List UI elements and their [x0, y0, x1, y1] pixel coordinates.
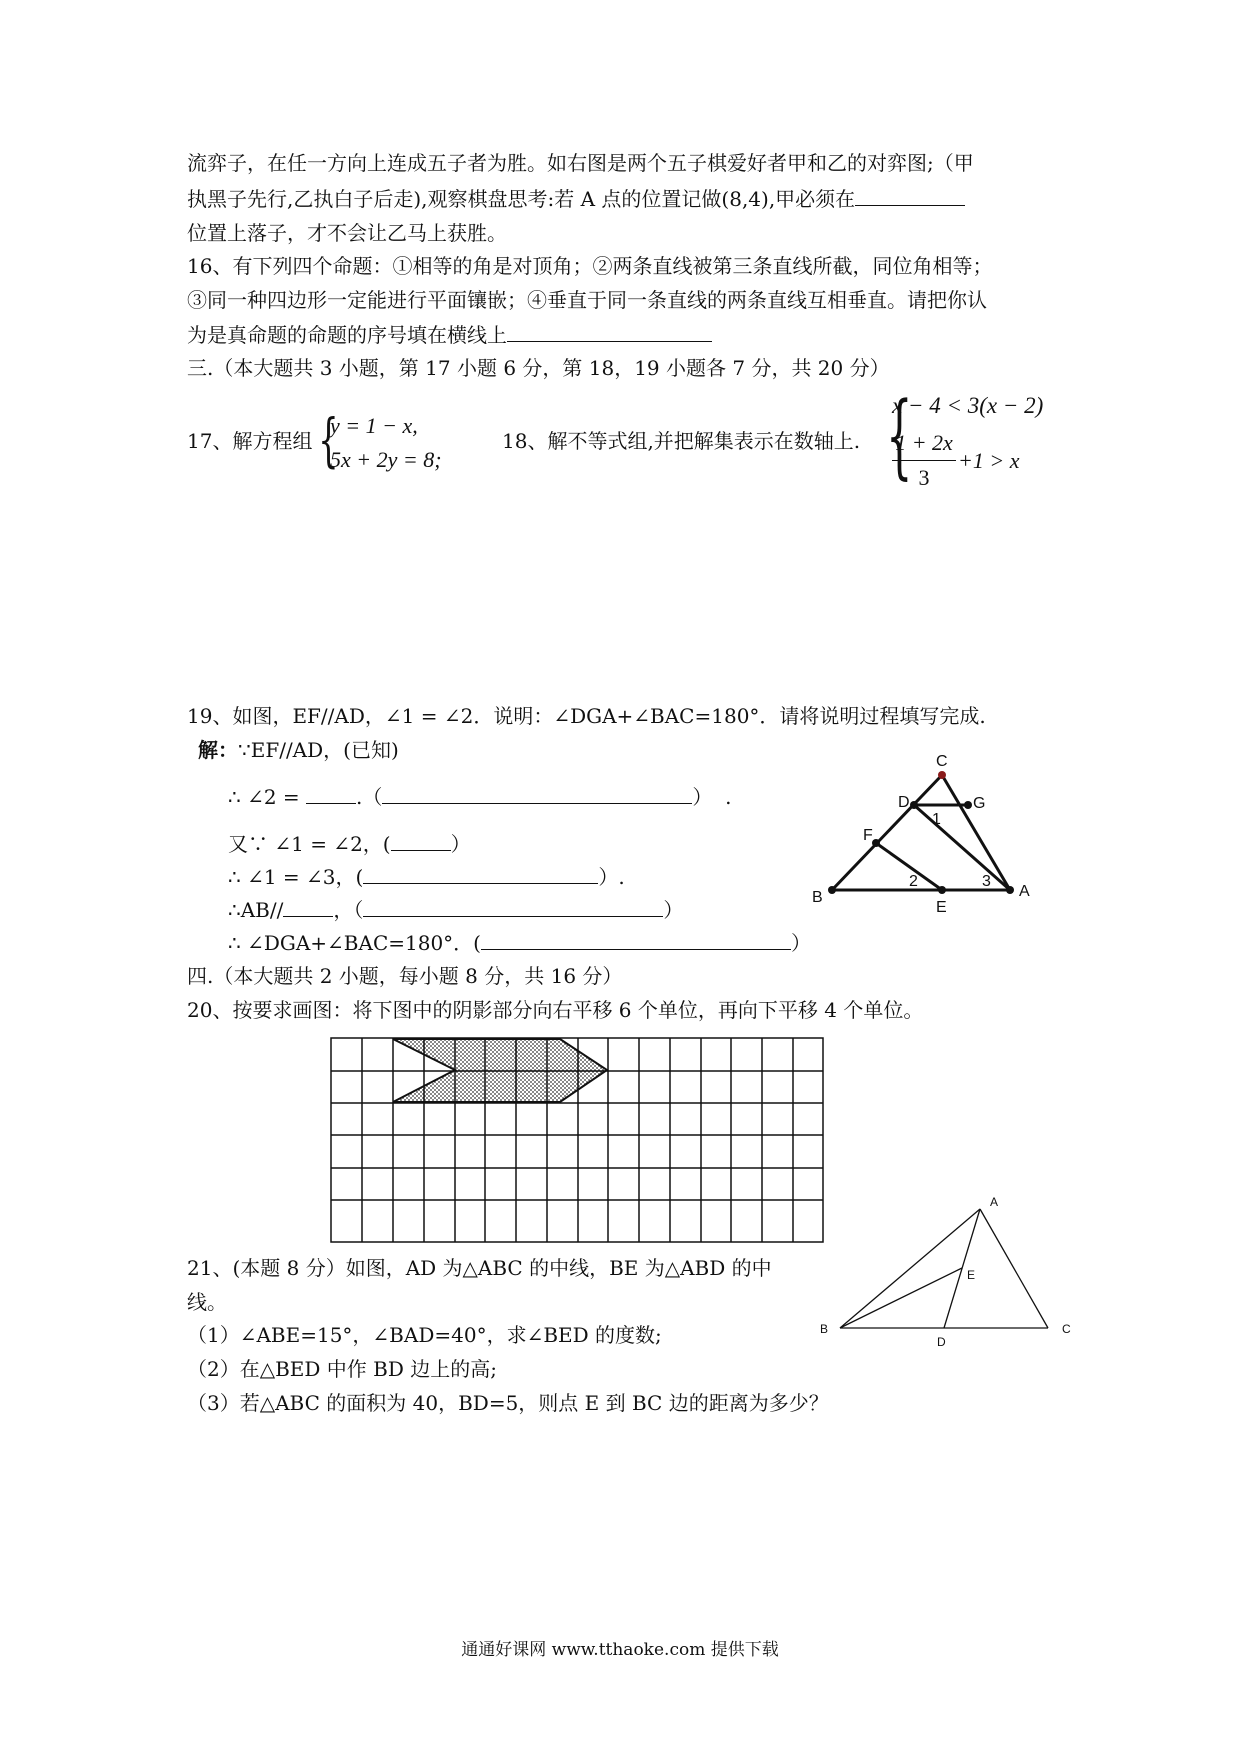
q19-sol-label: 解：: [198, 738, 238, 762]
q19-figure: [810, 750, 1040, 920]
fig19-label-D: D: [898, 794, 910, 811]
point-D: [910, 801, 918, 809]
point-F: [872, 839, 880, 847]
point-B: [828, 886, 836, 894]
q16-line3-text: 为是真命题的命题的序号填在横线上: [187, 323, 507, 347]
q19-blank-5[interactable]: [481, 929, 791, 950]
q17-eq1: y = 1 − x,: [330, 413, 418, 438]
q15-line1: 流弈子，在任一方向上连成五子者为胜。如右图是两个五子棋爱好者甲和乙的对弈图;（甲: [187, 151, 974, 175]
q19-step1: ∴ ∠2 = .（ ） .: [228, 785, 732, 809]
fig19-label-E: E: [936, 899, 947, 916]
q17-label: 17、解方程组: [187, 429, 313, 453]
q19-step4-text: ∴AB//: [228, 898, 284, 922]
q16-line2: ③同一种四边形一定能进行平面镶嵌；④垂直于同一条直线的两条直线互相垂直。请把你认: [187, 288, 987, 312]
line-CA: [942, 775, 1010, 890]
fig19-label-3: 3: [982, 873, 991, 890]
line-BC: [832, 775, 942, 890]
q15-line3: 位置上落子，才不会让乙马上获胜。: [187, 221, 507, 245]
q18-numerator: 1 + 2x: [895, 430, 953, 455]
q19-solution-first: [198, 737, 399, 763]
q19-blank-1[interactable]: [306, 783, 356, 804]
fig19-label-2: 2: [909, 873, 918, 890]
q19-blank-2[interactable]: [391, 830, 451, 851]
q19-step2: 又∵ ∠1 = ∠2，( ）: [228, 832, 471, 856]
point-A: [1006, 886, 1014, 894]
q21-line2: 线。: [187, 1290, 227, 1314]
q21-part1: （1）∠ABE=15°，∠BAD=40°，求∠BED 的度数;: [187, 1323, 662, 1347]
point-G: [964, 801, 972, 809]
q15-line2-text: 执黑子先行,乙执白子后走),观察棋盘思考:若 A 点的位置记做(8,4),甲必须在: [187, 187, 856, 211]
fig21-label-A: A: [990, 1195, 999, 1209]
q19-step1-text: ∴ ∠2 =: [228, 785, 300, 809]
fig19-label-A: A: [1019, 883, 1030, 900]
q21-line1: 21、(本题 8 分）如图，AD 为△ABC 的中线，BE 为△ABD 的中: [187, 1256, 772, 1280]
fig19-label-C: C: [936, 753, 948, 770]
section4-heading: 四.（本大题共 2 小题，每小题 8 分，共 16 分）: [187, 964, 623, 988]
q19-stem: 19、如图，EF//AD，∠1 = ∠2．说明：∠DGA+∠BAC=180°．请将说明过程填写完成.: [187, 704, 986, 728]
q20-grid[interactable]: [330, 1037, 825, 1243]
page-footer: 通通好课网 www.tthaoke.com 提供下载: [461, 1640, 779, 1660]
q18-brace: {: [886, 382, 913, 489]
point-E: [938, 886, 946, 894]
line-BA: [840, 1209, 980, 1328]
fig21-label-C: C: [1062, 1322, 1071, 1336]
fig19-label-F: F: [863, 827, 873, 844]
q19-step5-text: ∴ ∠DGA+∠BAC=180°．(: [228, 931, 481, 955]
q15-line2: [187, 185, 965, 212]
fig19-label-B: B: [812, 889, 823, 906]
line-DA: [914, 805, 1010, 890]
q19-blank-1-reason[interactable]: [382, 783, 692, 804]
q18-fraction-bar: [892, 460, 956, 461]
q19-step3: ∴ ∠1 = ∠3，( ）.: [228, 865, 625, 889]
section3-heading: 三.（本大题共 3 小题，第 17 小题 6 分，第 18，19 小题各 7 分，共 20 分）: [187, 356, 890, 380]
q16-line1: 16、有下列四个命题：①相等的角是对顶角；②两条直线被第三条直线所截，同位角相等；: [187, 254, 993, 278]
q18-ineq1: x − 4 < 3(x − 2): [892, 393, 1044, 418]
q21-figure: [815, 1190, 1080, 1355]
fig21-label-E: E: [967, 1268, 976, 1282]
q17-eq2: 5x + 2y = 8;: [330, 447, 442, 472]
q19-blank-3[interactable]: [363, 863, 598, 884]
q19-step5: ∴ ∠DGA+∠BAC=180°．( ）: [228, 931, 811, 955]
q16-line3: [187, 321, 712, 348]
q21-part2: （2）在△BED 中作 BD 边上的高;: [187, 1357, 497, 1381]
q19-blank-4a[interactable]: [283, 896, 333, 917]
fig19-label-G: G: [973, 795, 986, 812]
point-C: [938, 771, 946, 779]
q20-stem: 20、按要求画图：将下图中的阴影部分向右平移 6 个单位，再向下平移 4 个单位。: [187, 998, 924, 1022]
fig21-label-D: D: [937, 1335, 946, 1349]
q18-label: 18、解不等式组,并把解集表示在数轴上.: [502, 429, 861, 453]
fig21-label-B: B: [820, 1322, 829, 1336]
q19-step4: ∴AB// ，（ ）: [228, 898, 684, 922]
fig19-label-1: 1: [932, 811, 941, 828]
q19-step3-text: ∴ ∠1 = ∠3，(: [228, 865, 364, 889]
line-AC: [980, 1209, 1048, 1328]
q21-part3: （3）若△ABC 的面积为 40，BD=5，则点 E 到 BC 边的距离为多少？: [187, 1391, 829, 1415]
q16-answer-blank[interactable]: [507, 321, 712, 342]
q15-answer-blank[interactable]: [855, 185, 965, 206]
q18-rest: +1 > x: [958, 448, 1020, 473]
q19-blank-4b[interactable]: [363, 896, 663, 917]
q19-step2-text: 又∵ ∠1 = ∠2，(: [228, 832, 391, 856]
q17-brace: {: [318, 406, 339, 474]
q18-denominator: 3: [918, 465, 930, 490]
q19-sol-first-text: ∵EF//AD，(已知): [238, 738, 399, 762]
